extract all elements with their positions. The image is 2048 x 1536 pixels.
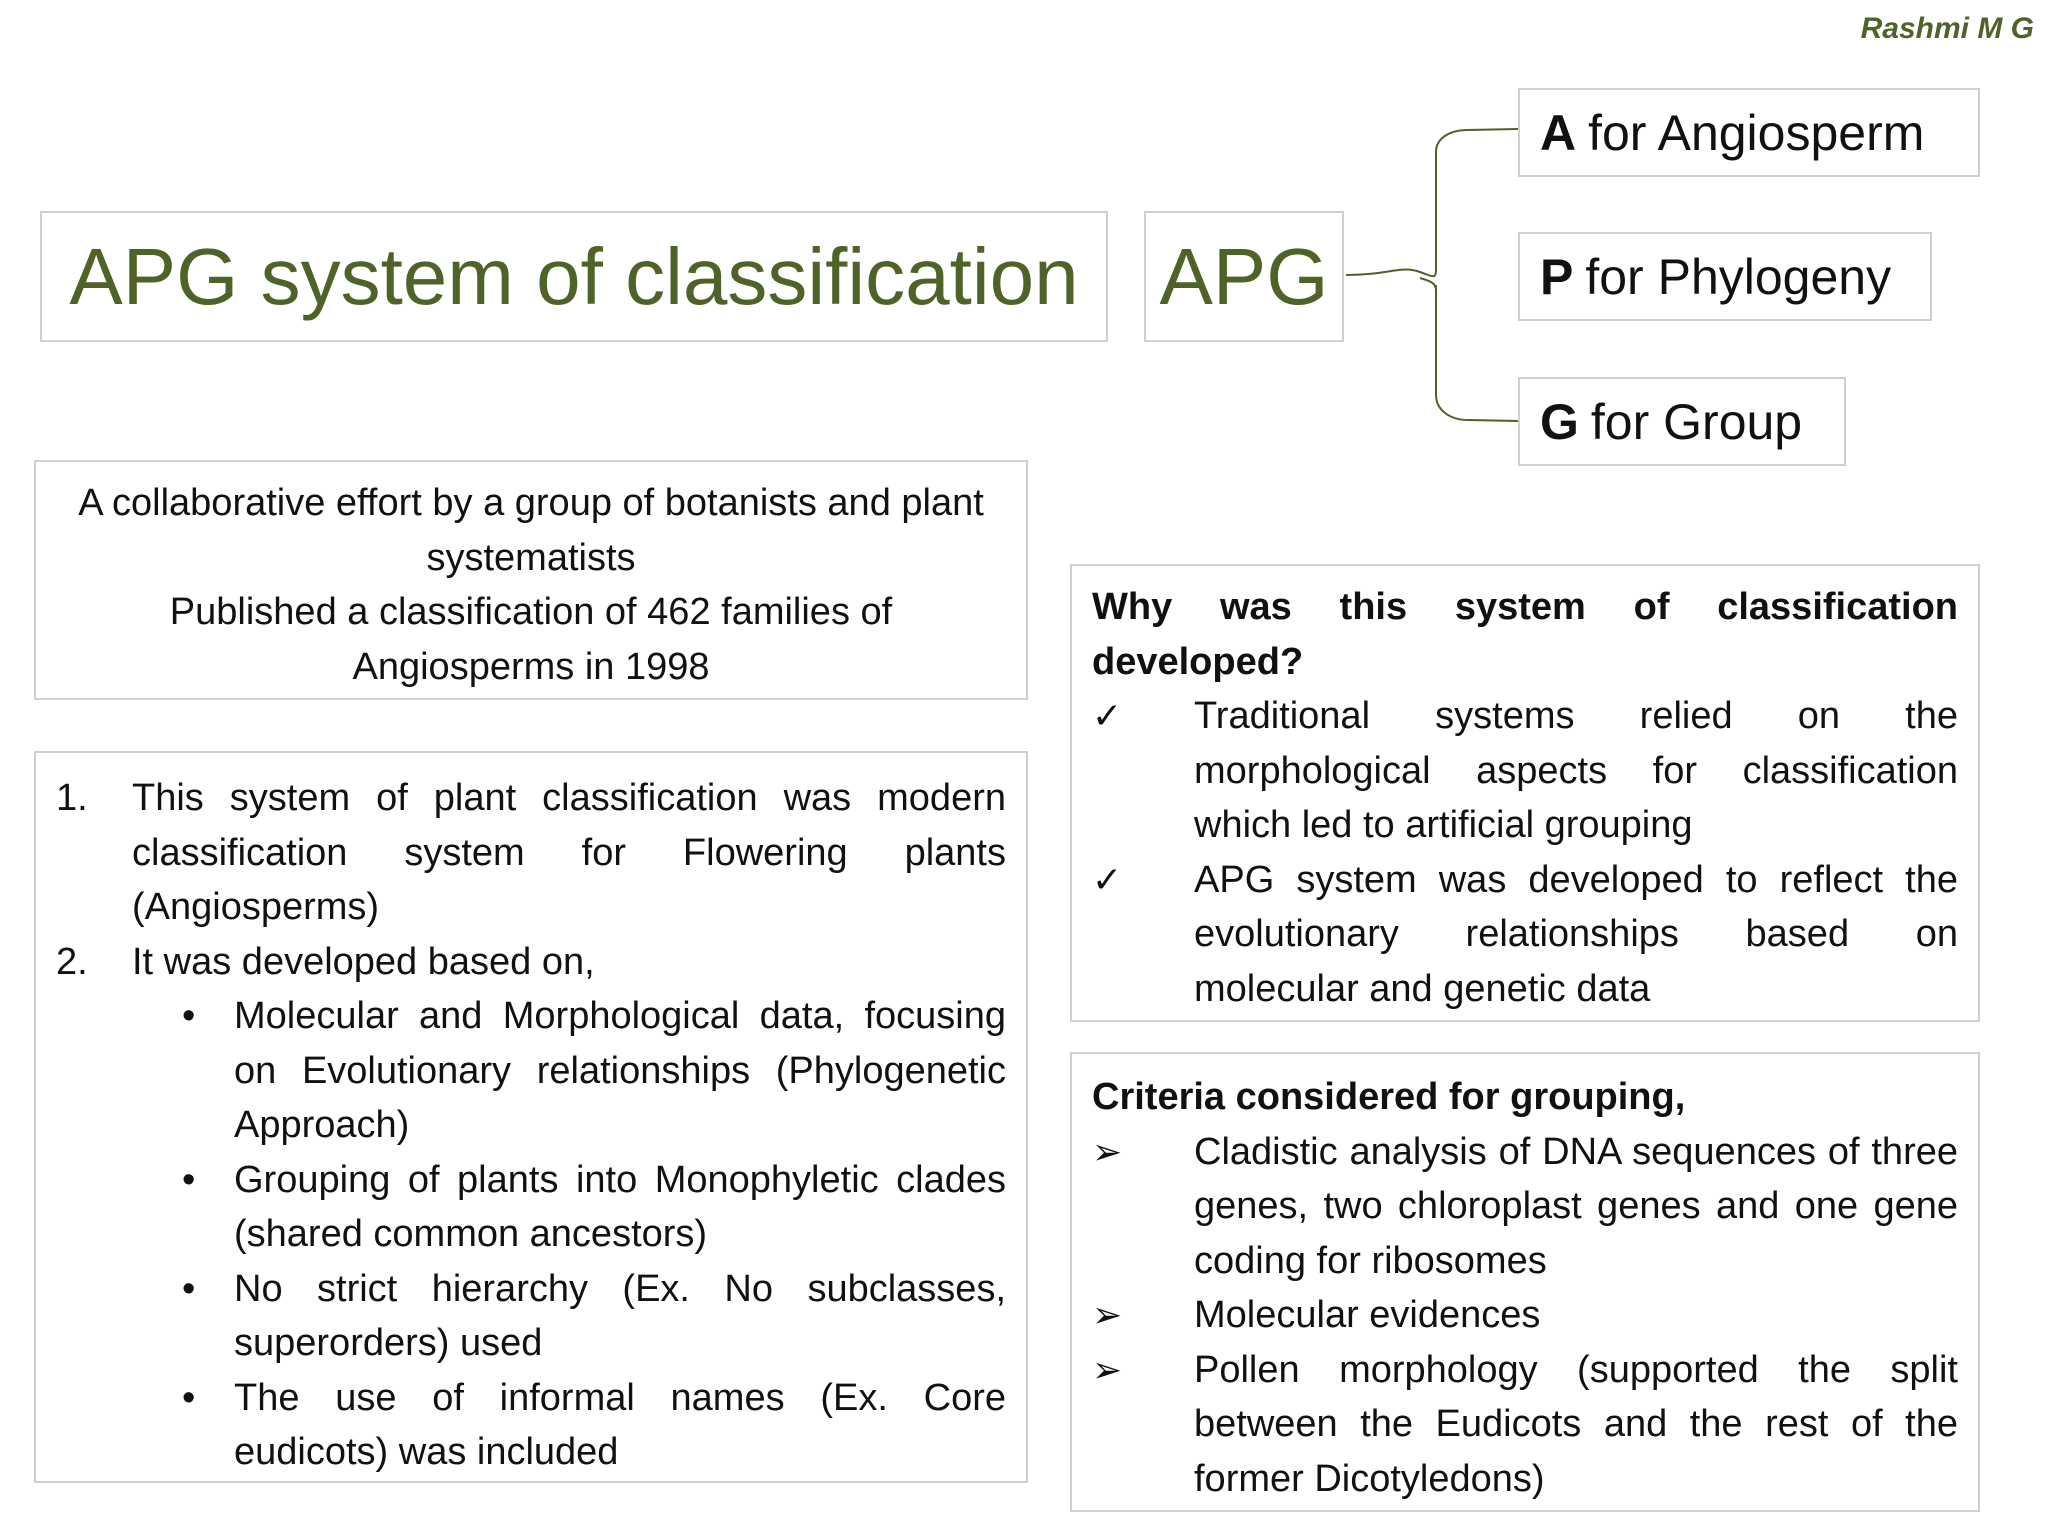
criteria-box <box>1070 1052 1980 1512</box>
features-box <box>34 751 1028 1483</box>
letter-box-g <box>1518 377 1846 466</box>
criteria-item <box>1092 1343 1958 1507</box>
item-text: This system of plant classification was modern classification system for Flowering plants (Angiosperms) <box>132 777 1006 928</box>
check-icon: ✓ <box>1092 695 1123 736</box>
criteria-item-text: Cladistic analysis of DNA sequences of three genes, two chloroplast genes and one gene coding for ribosomes <box>1194 1130 1958 1282</box>
intro-line-2: Published a classification of 462 families of Angiosperms in 1998 <box>169 591 893 688</box>
check-icon: ✓ <box>1092 858 1123 900</box>
letter-g-meaning: for Group <box>1590 393 1803 450</box>
why-item <box>1092 689 1958 853</box>
list-item <box>56 771 1006 935</box>
acronym-label: APG <box>1159 231 1329 321</box>
item-text: It was developed based on, <box>132 940 595 983</box>
title-box <box>40 211 1108 342</box>
sub-list-item <box>56 1371 1006 1480</box>
intro-line-1: A collaborative effort by a group of botanists and plant systematists <box>78 482 984 579</box>
criteria-item <box>1092 1125 1958 1289</box>
letter-g: G <box>1540 393 1579 450</box>
arrowhead-icon: ➢ <box>1092 1348 1123 1390</box>
letter-p: P <box>1540 248 1574 305</box>
letter-a: A <box>1540 104 1577 161</box>
sub-item-text: Molecular and Morphological data, focusing on Evolutionary relationships (Phylogenetic Approach) <box>234 995 1006 1146</box>
sub-list-item <box>56 989 1006 1153</box>
bullet-icon: • <box>182 1376 196 1419</box>
letter-p-meaning: for Phylogeny <box>1585 248 1892 305</box>
why-box <box>1070 564 1980 1022</box>
page-title: APG system of classification <box>69 231 1079 321</box>
criteria-item <box>1092 1288 1958 1343</box>
why-item-text: APG system was developed to reflect the evolutionary relationships based on molecular and genetic data <box>1194 858 1958 1010</box>
acronym-box <box>1144 211 1344 342</box>
why-item-text: Traditional systems relied on the morphological aspects for classification which led to artificial grouping <box>1194 695 1958 846</box>
bullet-icon: • <box>182 1267 196 1310</box>
bullet-icon: • <box>182 1158 196 1201</box>
arrowhead-icon: ➢ <box>1092 1294 1123 1335</box>
sub-item-text: Grouping of plants into Monophyletic clades (shared common ancestors) <box>234 1158 1006 1255</box>
why-item <box>1092 853 1958 1017</box>
criteria-item-text: Molecular evidences <box>1194 1294 1541 1336</box>
criteria-item-text: Pollen morphology (supported the split between the Eudicots and the rest of the former Dicotyledons) <box>1194 1348 1958 1500</box>
sub-item-text: The use of informal names (Ex. Core eudicots) was included <box>234 1376 1006 1473</box>
author-name: Rashmi M G <box>1860 12 2034 45</box>
arrowhead-icon: ➢ <box>1092 1130 1123 1172</box>
letter-a-meaning: for Angiosperm <box>1588 104 1925 161</box>
letter-box-p <box>1518 232 1932 321</box>
item-number: 1. <box>56 777 88 819</box>
criteria-heading: Criteria considered for grouping, <box>1092 1076 1686 1118</box>
letter-box-a <box>1518 88 1980 177</box>
sub-list-item <box>56 1262 1006 1371</box>
list-item <box>56 935 1006 990</box>
sub-item-text: No strict hierarchy (Ex. No subclasses, superorders) used <box>234 1267 1006 1364</box>
intro-box <box>34 460 1028 700</box>
bullet-icon: • <box>182 995 196 1037</box>
item-number: 2. <box>56 940 88 983</box>
sub-list-item <box>56 1153 1006 1262</box>
why-heading: Why was this system of classification developed? <box>1092 586 1958 683</box>
